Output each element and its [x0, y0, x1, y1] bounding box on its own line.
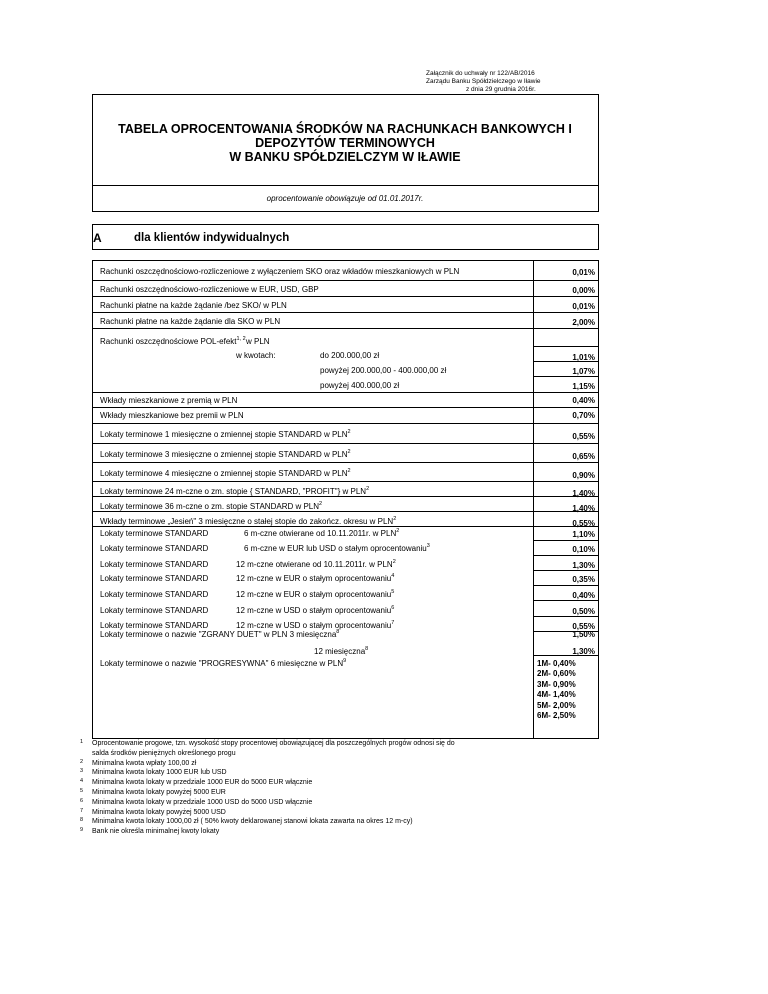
rate-row-value: 0,90%: [572, 471, 595, 480]
rate-row-value: 0,65%: [572, 452, 595, 461]
footnote-text: Minimalna kwota lokaty powyżej 5000 EUR: [92, 788, 226, 796]
progresywna-value: 2M- 0,60%: [537, 669, 576, 679]
footnote-text: Minimalna kwota lokaty 1000 EUR lub USD: [92, 769, 227, 777]
standard-row-value: 0,50%: [572, 607, 595, 616]
duet-value-12m: 1,30%: [572, 647, 595, 656]
row-divider: [92, 280, 598, 281]
title-line2: DEPOZYTÓW TERMINOWYCH: [255, 136, 435, 150]
footnote-number: 2: [80, 758, 84, 765]
row-divider: [533, 600, 598, 601]
footnote: [80, 739, 455, 759]
progresywna-value: 6M- 2,50%: [537, 711, 576, 721]
standard-row-right-text: 6 m-czne w EUR lub USD o stałym oprocentowaniu: [244, 544, 427, 553]
rate-row-label: Rachunki płatne na każde żądanie /bez SKO/ w PLN: [100, 301, 287, 310]
attachment-note-line1: Załącznik do uchwały nr 122/AB/2016: [426, 70, 535, 77]
footnote-text: Oprocentowanie progowe, tzn. wysokość stopy procentowej obowiązującej dla poszczególnych progów odnosi się do: [92, 740, 455, 747]
rate-row-value: 0,55%: [572, 432, 595, 441]
standard-row-right: [236, 590, 394, 599]
footnote-number: 3: [80, 768, 84, 775]
row-divider: [92, 526, 598, 527]
standard-row-right-text: 12 m-czne w USD o stałym oprocentowaniu: [236, 621, 392, 630]
rate-row-label-text: Lokaty terminowe 3 miesięczne o zmiennej stopie STANDARD w PLN: [100, 450, 348, 459]
standard-row-right-sup: 4: [391, 573, 395, 579]
rate-row-label-text: Wkłady terminowe „Jesień" 3 miesięczne o stałej stopie do zakończ. okresu w PLN: [100, 517, 394, 526]
footnote: [80, 768, 455, 778]
footnote: [80, 817, 455, 827]
rate-row-label: [100, 430, 351, 439]
title-divider: [92, 185, 599, 186]
footnote-number: 7: [80, 807, 84, 814]
rate-row-value: 0,55%: [572, 519, 595, 528]
standard-row-left: Lokaty terminowe STANDARD: [100, 544, 209, 553]
pol-efekt-tier1-value: 1,01%: [572, 353, 595, 362]
pol-efekt-tier2-range: powyżej 200.000,00 - 400.000,00 zł: [320, 366, 447, 375]
standard-row-right-sup: 7: [391, 620, 395, 626]
standard-row-right-text: 12 m-czne w EUR o stałym oprocentowaniu: [236, 574, 392, 583]
row-divider: [533, 570, 598, 571]
standard-row-value: 0,35%: [572, 575, 595, 584]
progresywna-value: 5M- 2,00%: [537, 700, 576, 710]
footnote-number: 5: [80, 787, 84, 794]
standard-row-value: 0,55%: [572, 622, 595, 631]
rate-row-value: 0,01%: [572, 302, 595, 311]
standard-row-value: 1,30%: [572, 561, 595, 570]
standard-row-right: [236, 621, 394, 630]
standard-row-right-text: 12 m-czne w USD o stałym oprocentowaniu: [236, 606, 392, 615]
pol-efekt-tier2-value: 1,07%: [572, 367, 595, 376]
section-title: dla klientów indywidualnych: [134, 232, 290, 244]
row-divider: [92, 312, 598, 313]
attachment-note-line3: z dnia 29 grudnia 2016r.: [466, 86, 536, 93]
rate-row-label: [100, 487, 369, 496]
footnote-text: Minimalna kwota lokaty w przedziale 1000 EUR do 5000 EUR włącznie: [92, 779, 313, 787]
rate-row-value: 1,40%: [572, 489, 595, 498]
rate-row-value: 2,00%: [572, 318, 595, 327]
footnote-number: 9: [80, 827, 84, 834]
standard-row-right-text: 12 m-czne w EUR o stałym oprocentowaniu: [236, 590, 392, 599]
rate-row-label-sup: 2: [347, 449, 351, 455]
rate-row-label-text: Lokaty terminowe 24 m-czne o zm. stopie { STANDARD, "PROFIT"} w PLN: [100, 487, 367, 496]
rate-row-value: 0,70%: [572, 411, 595, 420]
row-divider: [92, 481, 598, 482]
rate-row-label-text: Wkłady mieszkaniowe bez premii w PLN: [100, 411, 244, 420]
pol-efekt-currency: w PLN: [246, 337, 270, 346]
footnote-text: Bank nie określa minimalnej kwoty lokaty: [92, 828, 220, 836]
rate-row-label-sup: 2: [366, 486, 370, 492]
rate-row-label-sup: 2: [319, 501, 323, 507]
row-divider: [533, 346, 598, 347]
standard-row-right-sup: 6: [391, 605, 395, 611]
rate-row-label-text: Lokaty terminowe 1 miesięczne o zmiennej stopie STANDARD w PLN: [100, 430, 348, 439]
duet-name: Lokaty terminowe o nazwie "ZGRANY DUET" w PLN 3 miesięczna: [100, 630, 337, 639]
standard-row-right-text: 6 m-czne otwierane od 10.11.2011r. w PLN: [244, 529, 397, 538]
pol-efekt-tier1-range: do 200.000,00 zł: [320, 351, 380, 360]
rate-row-value: 0,01%: [572, 268, 595, 277]
standard-row-left: Lokaty terminowe STANDARD: [100, 574, 209, 583]
rate-row-label: [100, 450, 351, 459]
standard-row-right: [236, 560, 396, 569]
footnote: [80, 759, 455, 769]
progresywna-name: Lokaty terminowe o nazwie "PROGRESYWNA" 6 miesięczne w PLN: [100, 659, 344, 668]
rate-row-label: [100, 411, 244, 420]
duet-label: [100, 630, 339, 639]
standard-row-right: [236, 574, 394, 583]
footnotes: [80, 739, 455, 837]
footnote: [80, 798, 455, 808]
row-divider: [92, 443, 598, 444]
rate-row-label-sup: 2: [347, 429, 351, 435]
row-divider: [92, 423, 598, 424]
rate-row-value: 0,40%: [572, 396, 595, 405]
standard-row-left: Lokaty terminowe STANDARD: [100, 529, 209, 538]
standard-row-left: Lokaty terminowe STANDARD: [100, 606, 209, 615]
footnote: [80, 788, 455, 798]
pol-efekt-tier3-value: 1,15%: [572, 382, 595, 391]
duet-12m-label: [314, 647, 368, 656]
rate-row-label: Rachunki oszczędnościowo-rozliczeniowe z wyłączeniem SKO oraz wkładów mieszkaniowych w PLN: [100, 267, 460, 276]
rate-row-value: 0,00%: [572, 286, 595, 295]
standard-row-right: [244, 544, 430, 553]
rate-row-label-sup: 2: [393, 516, 397, 522]
row-divider: [92, 496, 598, 497]
row-divider: [533, 555, 598, 556]
rate-row-label: [100, 502, 322, 511]
footnote-number: 1: [80, 739, 84, 745]
standard-row-right-sup: 2: [392, 559, 396, 565]
rate-row-label: [100, 469, 351, 478]
rate-row-label-text: Wkłady mieszkaniowe z premią w PLN: [100, 396, 238, 405]
progresywna-label: [100, 659, 346, 668]
rate-row-label-sup: 2: [347, 468, 351, 474]
footnote-text-cont: salda środków pieniężnych określonego progu: [92, 749, 236, 757]
standard-row-right-text: 12 m-czne otwierane od 10.11.2011r. w PLN: [236, 560, 393, 569]
standard-row-right-sup: 3: [426, 543, 430, 549]
effective-date: oprocentowanie obowiązuje od 01.01.2017r.: [266, 194, 424, 203]
footnote: [80, 808, 455, 818]
standard-row-left: Lokaty terminowe STANDARD: [100, 560, 209, 569]
attachment-note-line2: Zarządu Banku Spółdzielczego w Iławie: [426, 78, 541, 85]
row-divider: [92, 328, 598, 329]
row-divider: [533, 585, 598, 586]
pol-efekt-label: [100, 337, 246, 346]
footnote: [80, 827, 455, 837]
row-divider: [92, 511, 598, 512]
title-line1: TABELA OPROCENTOWANIA ŚRODKÓW NA RACHUNKACH BANKOWYCH I: [118, 122, 572, 136]
standard-row-value: 1,10%: [572, 530, 595, 539]
row-divider: [92, 407, 598, 408]
row-divider: [92, 462, 598, 463]
row-divider: [533, 376, 598, 377]
footnote-number: 8: [80, 817, 84, 824]
standard-row-right: [236, 606, 394, 615]
standard-row-left: Lokaty terminowe STANDARD: [100, 590, 209, 599]
progresywna-sup: 9: [343, 658, 347, 664]
rate-row-label: [100, 396, 237, 405]
rate-row-label: [100, 517, 396, 526]
title-line3: W BANKU SPÓŁDZIELCZYM W IŁAWIE: [229, 150, 461, 164]
footnote-text: Minimalna kwota wpłaty 100,00 zł: [92, 759, 197, 767]
row-divider: [533, 540, 598, 541]
pol-efekt-kwotach: w kwotach:: [236, 351, 276, 360]
footnote: [80, 778, 455, 788]
row-divider: [92, 296, 598, 297]
footnote-number: 6: [80, 797, 84, 804]
page-title: [92, 122, 598, 164]
pol-efekt-tier3-range: powyżej 400.000,00 zł: [320, 381, 400, 390]
footnote-text: Minimalna kwota lokaty w przedziale 1000 USD do 5000 USD włącznie: [92, 798, 313, 806]
footnote-text: Minimalna kwota lokaty 1000,00 zł ( 50% kwoty deklarowanej stanowi lokata zawarta na okres 12 m-cy): [92, 818, 413, 826]
progresywna-value: 3M- 0,90%: [537, 679, 576, 689]
row-divider: [92, 392, 598, 393]
progresywna-value: 1M- 0,40%: [537, 659, 576, 668]
rate-row-label: Rachunki oszczędnościowo-rozliczeniowe w EUR, USD, GBP: [100, 285, 319, 294]
standard-row-left: Lokaty terminowe STANDARD: [100, 621, 209, 630]
duet-value-3m: 1,50%: [572, 630, 595, 639]
rate-row-value: 1,40%: [572, 504, 595, 513]
rate-row-label: Rachunki płatne na każde żądanie dla SKO w PLN: [100, 317, 281, 326]
value-column-divider: [533, 260, 534, 739]
footnote-text: Minimalna kwota lokaty powyżej 5000 USD: [92, 808, 226, 816]
rate-row-label-text: Lokaty terminowe 4 miesięczne o zmiennej stopie STANDARD w PLN: [100, 469, 348, 478]
duet-12m-sup: 8: [365, 646, 369, 652]
standard-row-value: 0,40%: [572, 591, 595, 600]
progresywna-value: 4M- 1,40%: [537, 690, 576, 700]
pol-efekt-sup: 1, 2: [236, 336, 246, 342]
rate-row-label-text: Lokaty terminowe 36 m-czne o zm. stopie STANDARD w PLN: [100, 502, 320, 511]
duet-12m-name: 12 miesięczna: [314, 647, 366, 656]
attachment-note: [426, 70, 541, 94]
standard-row-right-sup: 2: [396, 528, 400, 534]
pol-efekt-name: Rachunki oszczędnościowe POL-efekt: [100, 337, 237, 346]
standard-row-value: 0,10%: [572, 545, 595, 554]
row-divider: [533, 616, 598, 617]
standard-row-right: [244, 529, 399, 538]
standard-row-right-sup: 5: [391, 589, 395, 595]
progresywna-values: [537, 659, 576, 721]
duet-sup: 8: [336, 629, 340, 635]
section-letter: A: [93, 231, 102, 245]
footnote-number: 4: [80, 778, 84, 785]
